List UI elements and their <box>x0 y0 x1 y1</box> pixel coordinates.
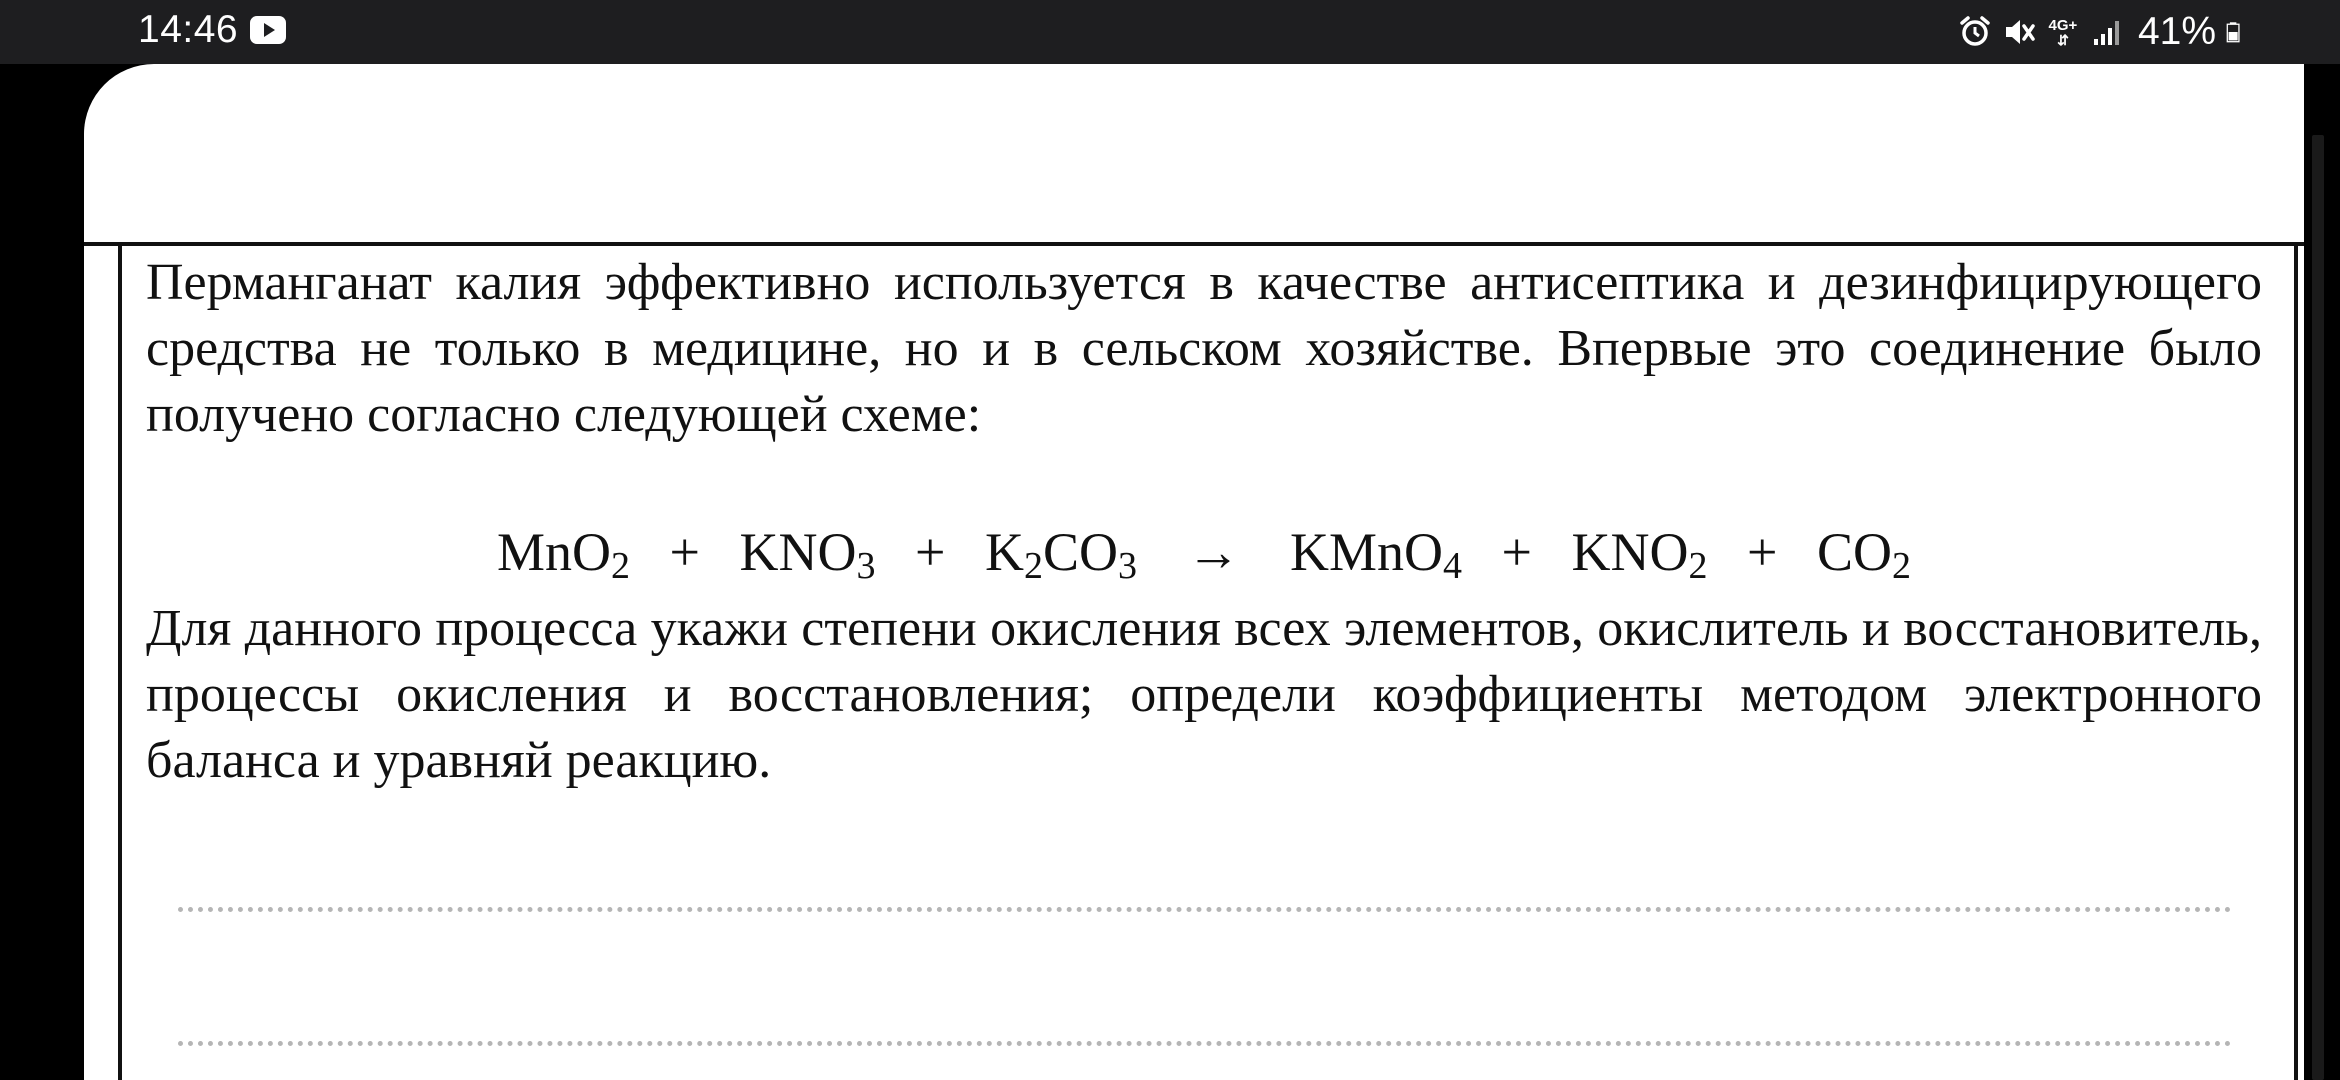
youtube-icon <box>250 16 286 44</box>
vibrate-mute-icon <box>2002 15 2036 49</box>
task-paragraph: Для данного процесса укажи степени окисления всех элементов, окислитель и восстановитель, процессы окисления и восстановления; определи коэффициенты методом электронного баланса и уравняй реакцию. <box>146 600 2262 789</box>
product-kmno4: KMnO$_4$ <box>1290 522 1463 587</box>
intro-paragraph: Перманганат калия эффективно используется в качестве антисептика и дезинфицирующего средства не только в медицине, но и в сельском хозяйстве. Впервые это соединение было получено согласно следующей схеме: <box>146 254 2262 443</box>
product-kno2: $KNO_2$ <box>1571 522 1708 587</box>
answer-line[interactable] <box>178 1041 2232 1046</box>
plus-sign: + <box>669 522 701 582</box>
question-intro <box>146 250 2262 448</box>
signal-icon <box>2090 15 2124 49</box>
status-icons <box>1958 8 2248 56</box>
network-4g-icon: 4G+ ⇵ <box>2046 18 2080 47</box>
network-label: 4G+ <box>2048 16 2078 34</box>
status-bar <box>0 0 2340 64</box>
question-task <box>146 596 2262 794</box>
reaction-equation <box>146 515 2262 589</box>
alarm-icon <box>1958 15 1992 49</box>
answer-line[interactable] <box>178 907 2232 912</box>
status-time: 14:46 <box>138 8 239 51</box>
product-co2: $CO_2$ <box>1816 522 1911 587</box>
battery-percent: 41% <box>2137 10 2216 53</box>
plus-sign: + <box>1746 522 1778 582</box>
reactant-kno3: $KNO_3$ <box>739 522 876 587</box>
battery-icon <box>2226 15 2248 49</box>
plus-sign: + <box>915 522 946 582</box>
plus-sign: + <box>1501 522 1532 582</box>
scrollbar[interactable] <box>2312 135 2324 1080</box>
reactant-mno2: MnO$_2$ <box>497 522 631 587</box>
reaction-arrow: → <box>1186 522 1241 582</box>
reactant-k2co3: $K_2CO_3$ <box>984 522 1137 587</box>
